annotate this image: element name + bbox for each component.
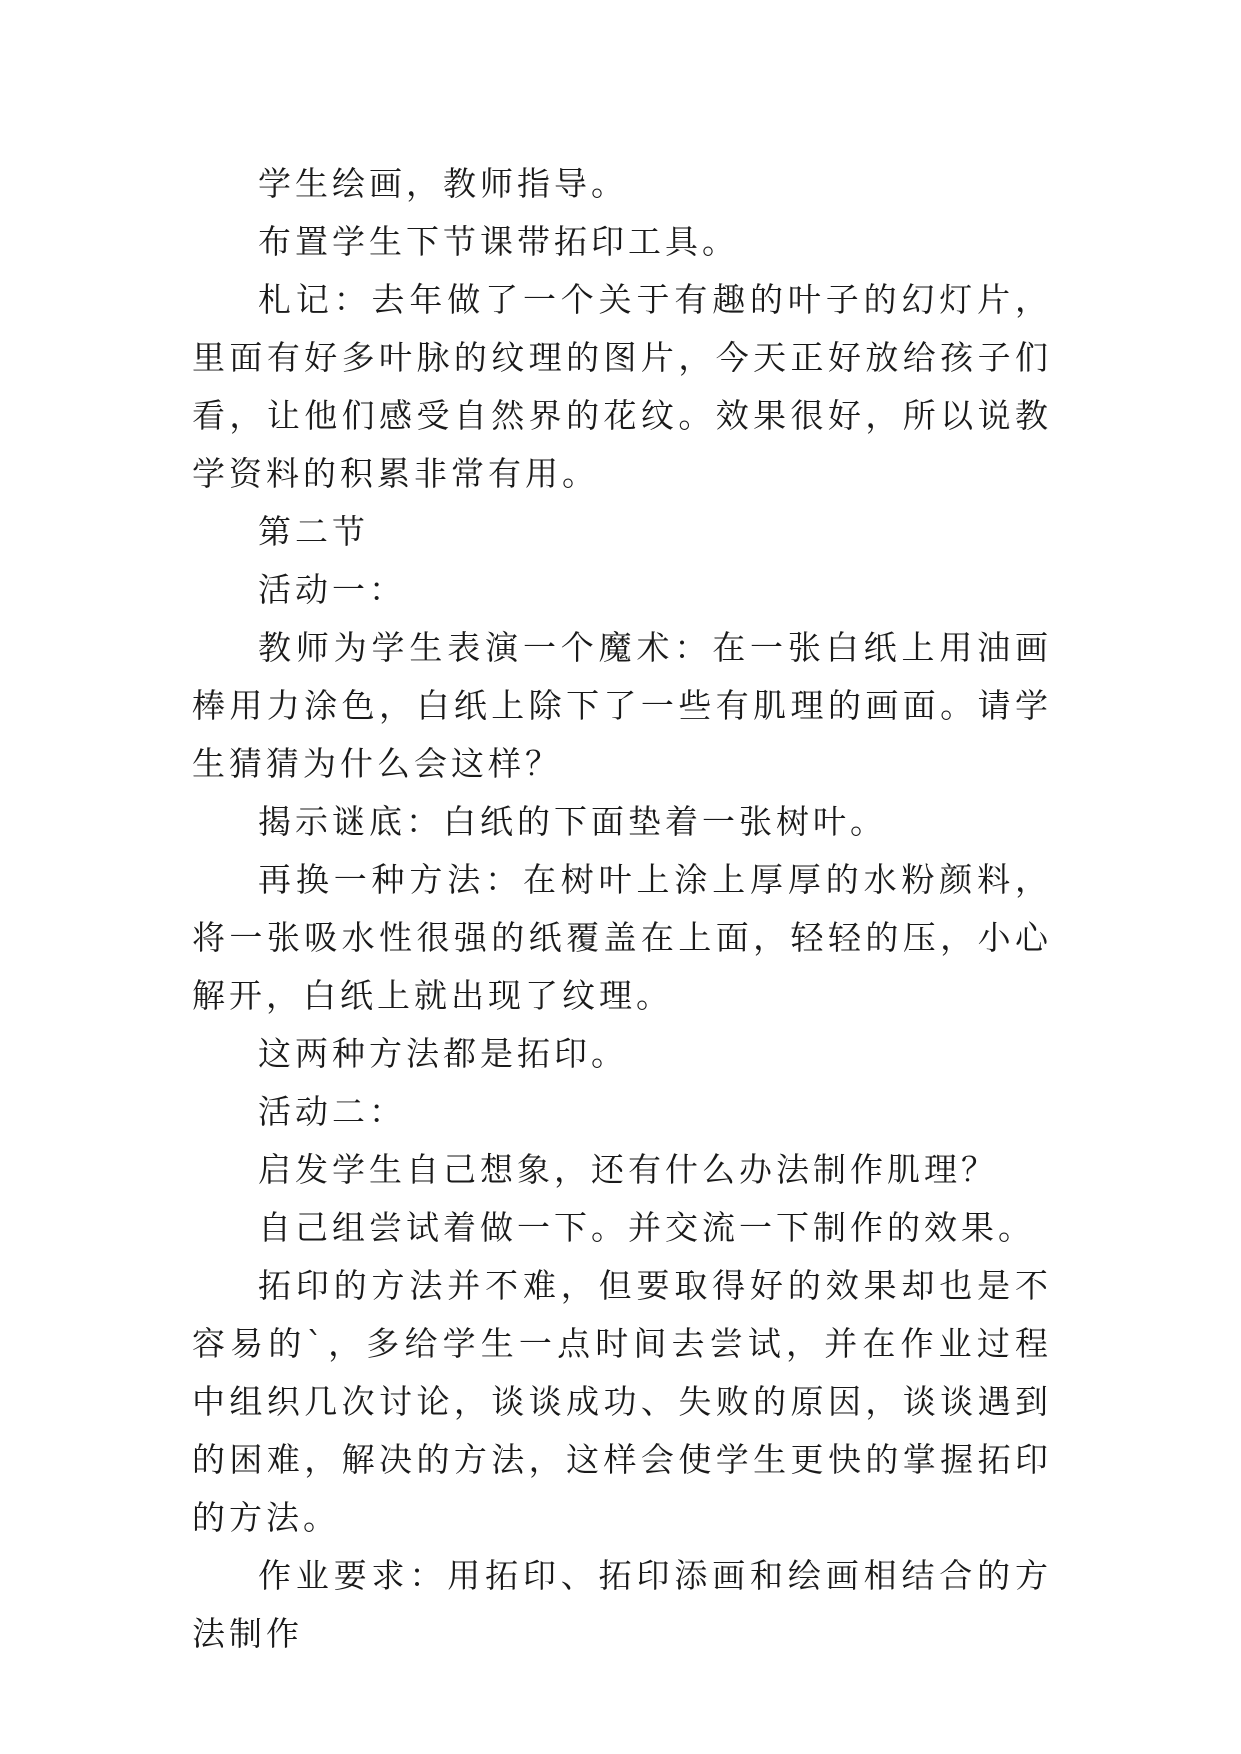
paragraph: 再换一种方法：在树叶上涂上厚厚的水粉颜料，将一张吸水性很强的纸覆盖在上面，轻轻的压，小心解开，白纸上就出现了纹理。 bbox=[192, 860, 1052, 1015]
paragraph: 布置学生下节课带拓印工具。 bbox=[258, 222, 739, 261]
activity-heading: 活动二： bbox=[258, 1092, 406, 1131]
paragraph: 这两种方法都是拓印。 bbox=[258, 1034, 628, 1073]
paragraph: 自己组尝试着做一下。并交流一下制作的效果。 bbox=[258, 1208, 1035, 1247]
paragraph: 作业要求：用拓印、拓印添画和绘画相结合的方法制作 bbox=[192, 1556, 1052, 1653]
document-body bbox=[192, 155, 1052, 1663]
paragraph: 揭示谜底：白纸的下面垫着一张树叶。 bbox=[258, 802, 887, 841]
paragraph: 教师为学生表演一个魔术：在一张白纸上用油画棒用力涂色，白纸上除下了一些有肌理的画面。请学生猜猜为什么会这样？ bbox=[192, 628, 1052, 783]
activity-heading: 活动一： bbox=[258, 570, 406, 609]
paragraph: 札记：去年做了一个关于有趣的叶子的幻灯片，里面有好多叶脉的纹理的图片，今天正好放给孩子们看，让他们感受自然界的花纹。效果很好，所以说教学资料的积累非常有用。 bbox=[192, 280, 1052, 493]
paragraph: 拓印的方法并不难，但要取得好的效果却也是不容易的`，多给学生一点时间去尝试，并在作业过程中组织几次讨论，谈谈成功、失败的原因，谈谈遇到的困难，解决的方法，这样会使学生更快的掌握拓印的方法。 bbox=[192, 1266, 1052, 1537]
paragraph: 学生绘画，教师指导。 bbox=[258, 164, 628, 203]
section-heading: 第二节 bbox=[258, 512, 369, 551]
paragraph: 启发学生自己想象，还有什么办法制作肌理？ bbox=[258, 1150, 998, 1189]
